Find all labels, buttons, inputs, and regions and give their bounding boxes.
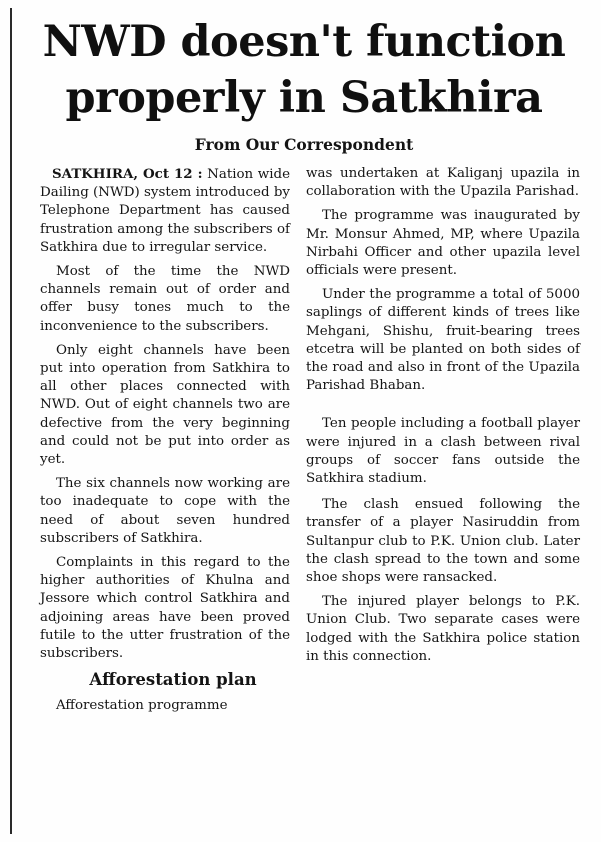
paragraph: The clash ensued following the transfer of a player Nasiruddin from Sultanpur club to P.K. Union club. Later the clash spread to the town and some shoe shops were ransacked. <box>306 497 580 586</box>
paragraph <box>40 165 290 257</box>
paragraph: Complaints in this regard to the higher authorities of Khulna and Jessore which control Satkhira and adjoining areas have been proved futile to the utter frustration of the subscribers. <box>40 555 290 662</box>
paragraph: was undertaken at Kaliganj upazila in collaboration with the Upazila Parishad. <box>306 166 580 200</box>
paragraph-text: Nation wide Dailing (NWD) system introduced by Telephone Department has caused frustration among the subscribers of Satkhira due to irregular service. <box>40 167 290 255</box>
column-rule <box>10 8 12 834</box>
dateline: SATKHIRA, Oct 12 : <box>52 166 203 182</box>
paragraph: The injured player belongs to P.K. Union Club. Two separate cases were lodged with the Satkhira police station in this connection. <box>306 594 580 664</box>
right-column <box>306 165 580 672</box>
paragraph: Only eight channels have been put into operation from Satkhira to all other places connected with NWD. Out of eight channels two are defective from the very beginning and could not be put into order as yet. <box>40 342 290 468</box>
paragraph: Afforestation programme <box>56 698 228 714</box>
paragraph: Most of the time the NWD channels remain out of order and offer busy tones much to the inconvenience to the subscribers. <box>40 264 290 334</box>
left-column <box>40 165 290 721</box>
paragraph: The programme was inaugurated by Mr. Monsur Ahmed, MP, where Upazila Nirbahi Officer and other upazila level officials were present. <box>306 208 580 279</box>
paragraph: Under the programme a total of 5000 saplings of different kinds of trees like Mehgani, Shishu, fruit-bearing trees etcetra will be planted on both sides of the road and also in front of the Upazila Parishad Bhaban. <box>306 287 580 394</box>
headline-line-1: NWD doesn't function <box>42 17 566 67</box>
subheading: Afforestation plan <box>89 670 257 690</box>
headline-line-2: properly in Satkhira <box>65 73 543 123</box>
paragraph: Ten people including a football player were injured in a clash between rival groups of soccer fans outside the Satkhira stadium. <box>306 416 580 487</box>
headline <box>14 14 594 126</box>
paragraph: The six channels now working are too inadequate to cope with the need of about seven hundred subscribers of Satkhira. <box>40 476 290 546</box>
byline: From Our Correspondent <box>194 135 414 154</box>
